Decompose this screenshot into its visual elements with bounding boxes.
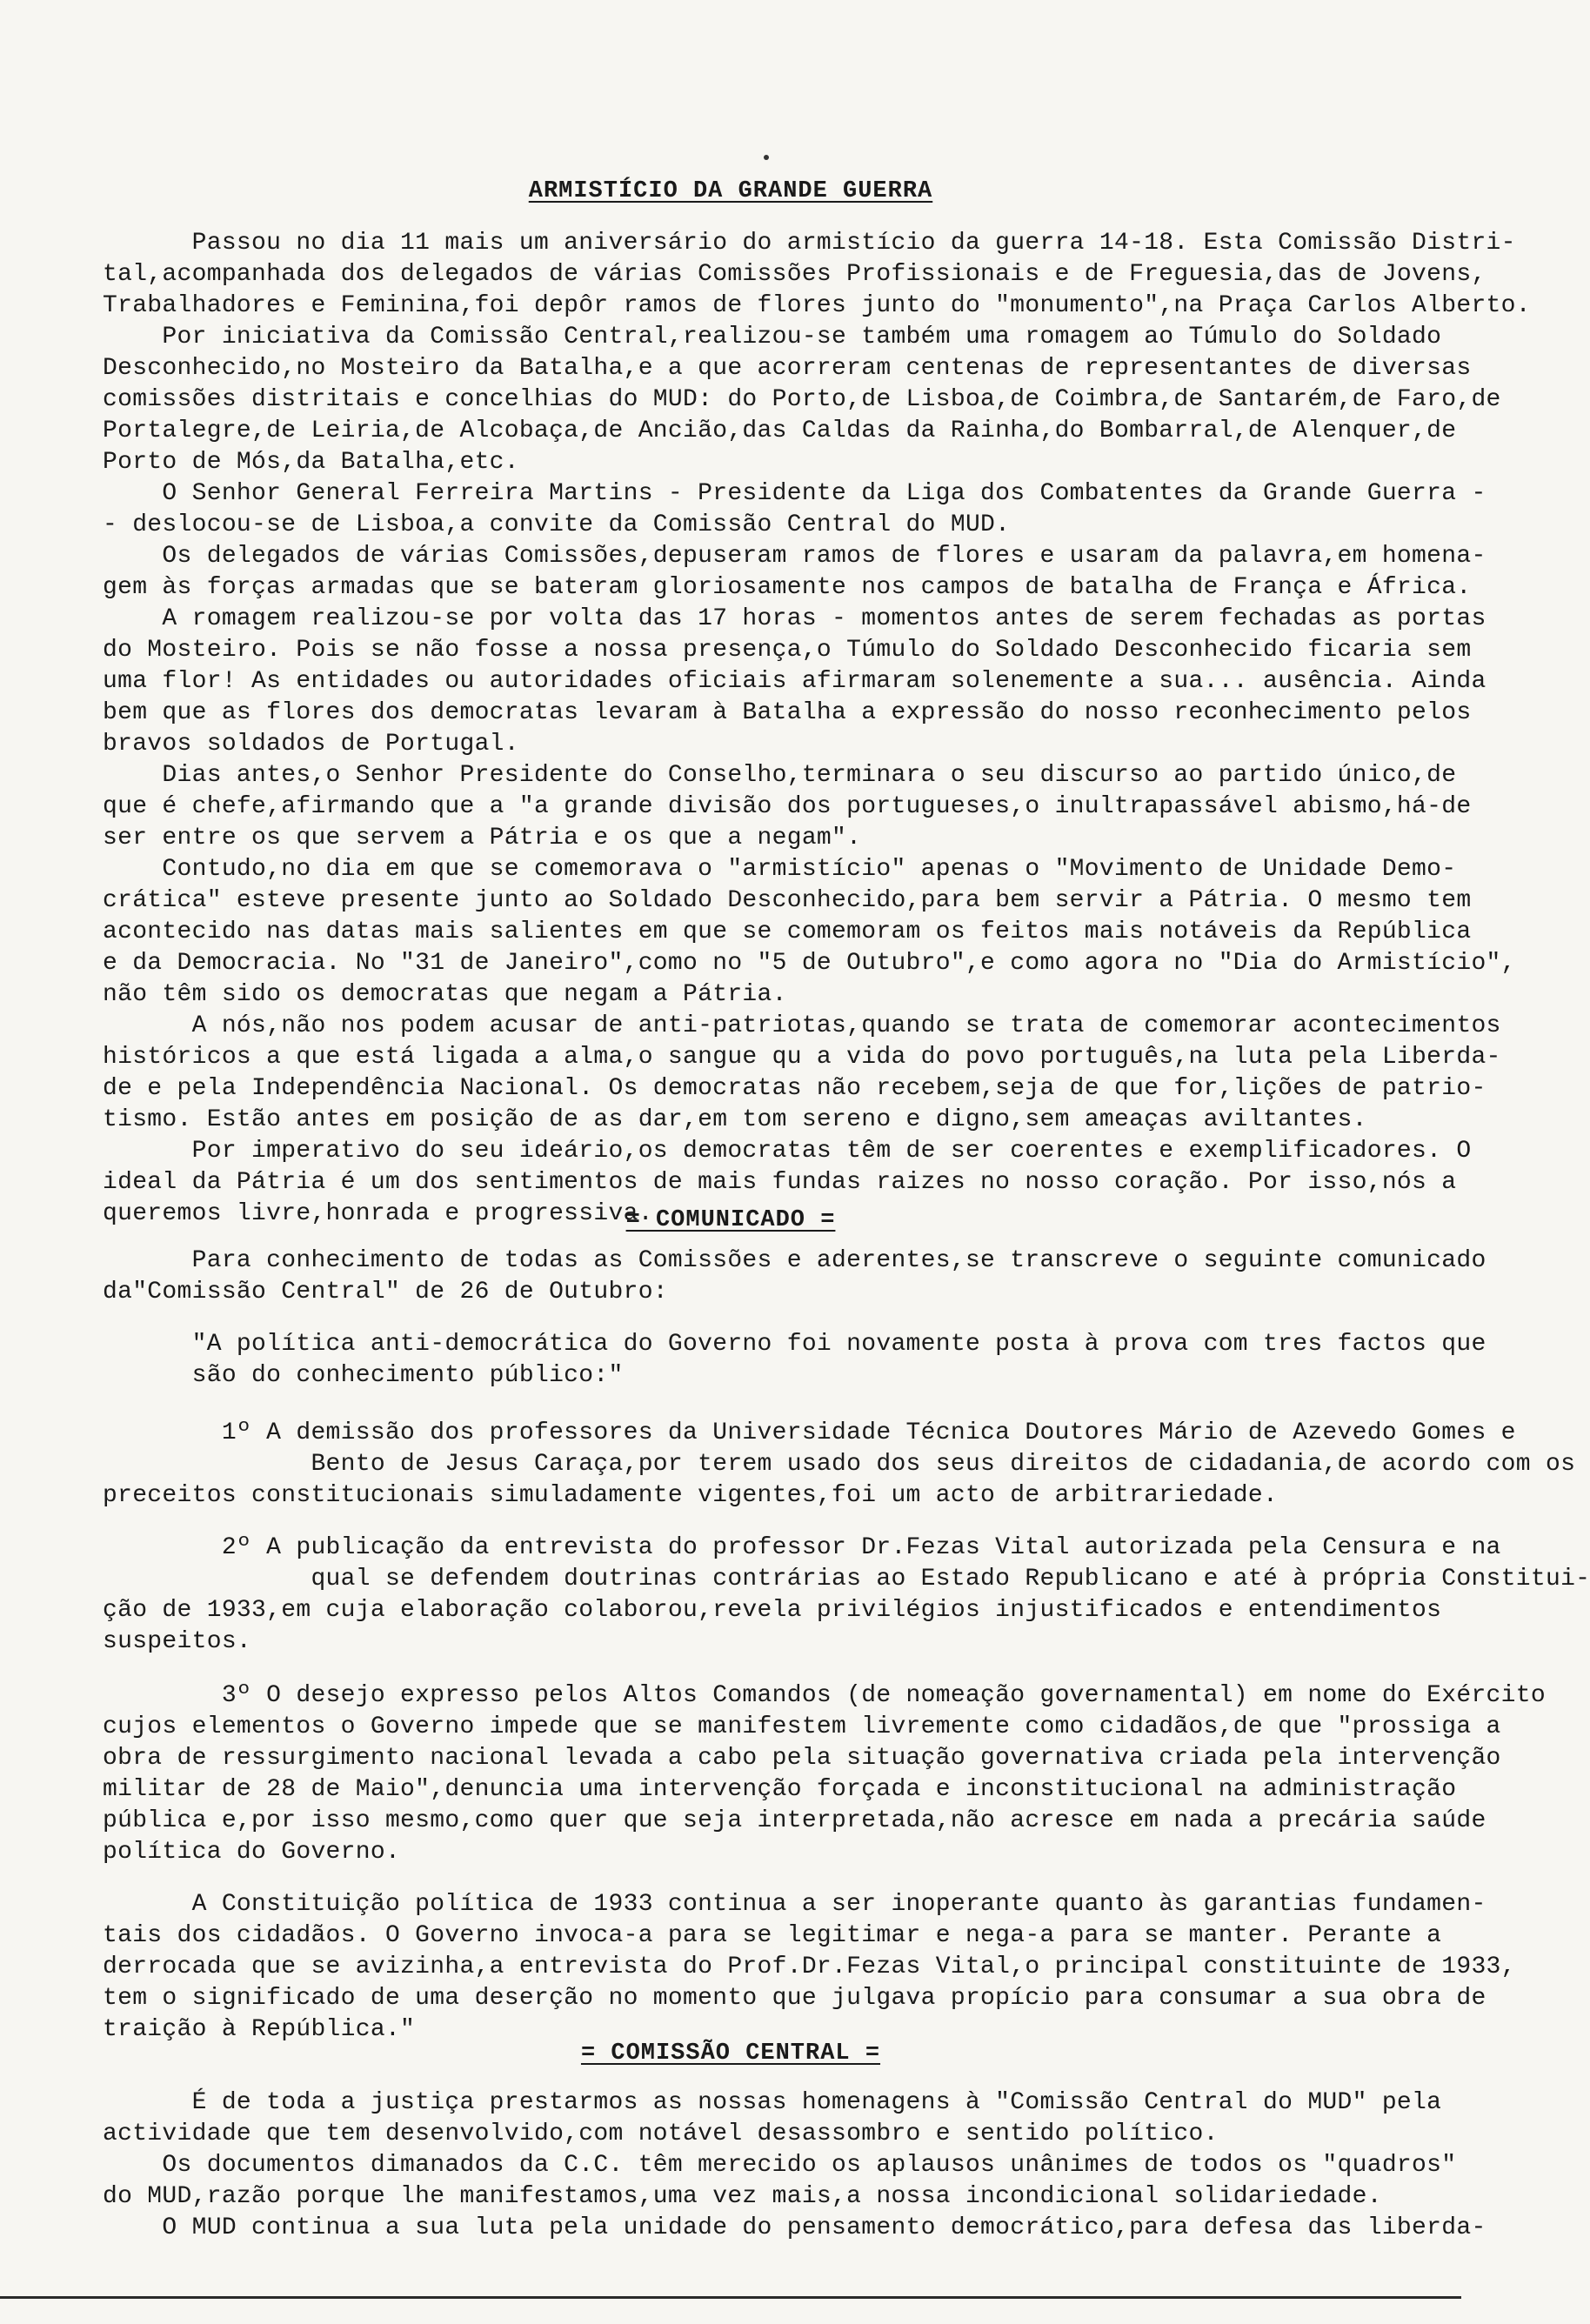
- text-line: Contudo,no dia em que se comemorava o "armistício" apenas o "Movimento de Unidade Demo-: [103, 856, 1457, 883]
- text-line: ideal da Pátria é um dos sentimentos de mais fundas raizes no nosso coração. Por isso,nós a: [103, 1169, 1457, 1196]
- text-line: Portalegre,de Leiria,de Alcobaça,de Ancião,das Caldas da Rainha,do Bombarral,de Alenquer,de: [103, 417, 1457, 444]
- text-line: históricos a que está ligada a alma,o sangue qu a vida do povo português,na luta pela Liberda-: [103, 1044, 1501, 1071]
- text-line: acontecido nas datas mais salientes em que se comemoram os feitos mais notáveis da República: [103, 918, 1472, 945]
- text-line: bravos soldados de Portugal.: [103, 731, 519, 758]
- text-line: preceitos constitucionais simuladamente vigentes,foi um acto de arbitrariedade.: [103, 1482, 1279, 1509]
- text-line: Passou no dia 11 mais um aniversário do armistício da guerra 14-18. Esta Comissão Distri-: [103, 230, 1516, 257]
- text-line: tem o significado de uma deserção no momento que julgava propício para consumar a sua obra de: [103, 1985, 1486, 2012]
- text-line: queremos livre,honrada e progressiva.: [103, 1200, 653, 1227]
- comunicado-item-1: [103, 1418, 1576, 1512]
- text-line: são do conhecimento público:": [103, 1362, 624, 1389]
- text-line: Trabalhadores e Feminina,foi depôr ramos de flores junto do "monumento",na Praça Carlos Alberto.: [103, 292, 1531, 319]
- text-line: não têm sido os democratas que negam a Pátria.: [103, 981, 787, 1008]
- text-line: 2º A publicação da entrevista do professor Dr.Fezas Vital autorizada pela Censura e na: [103, 1534, 1501, 1561]
- text-line: Bento de Jesus Caraça,por terem usado dos seus direitos de cidadania,de acordo com os: [103, 1451, 1576, 1478]
- section-title-comunicado: = COMUNICADO =: [625, 1207, 836, 1233]
- ink-speck: [764, 155, 769, 160]
- text-line: política do Governo.: [103, 1839, 401, 1866]
- text-line: da"Comissão Central" de 26 de Outubro:: [103, 1279, 668, 1306]
- text-line: Porto de Mós,da Batalha,etc.: [103, 449, 519, 476]
- text-line: uma flor! As entidades ou autoridades oficiais afirmaram solenemente a sua... ausência. Ainda: [103, 668, 1486, 695]
- text-line: 3º O desejo expresso pelos Altos Comandos (de nomeação governamental) em nome do Exército: [103, 1682, 1546, 1709]
- comunicado-quote: [103, 1329, 1486, 1392]
- text-line: A nós,não nos podem acusar de anti-patriotas,quando se trata de comemorar acontecimentos: [103, 1012, 1501, 1039]
- text-line: qual se defendem doutrinas contrárias ao Estado Republicano e até à própria Constitui-: [103, 1566, 1590, 1593]
- text-line: A romagem realizou-se por volta das 17 horas - momentos antes de serem fechadas as portas: [103, 605, 1486, 632]
- text-line: bem que as flores dos democratas levaram à Batalha a expressão do nosso reconhecimento pelos: [103, 699, 1472, 726]
- text-line: gem às forças armadas que se bateram gloriosamente nos campos de batalha de França e África.: [103, 574, 1472, 601]
- text-line: 1º A demissão dos professores da Universidade Técnica Doutores Mário de Azevedo Gomes e: [103, 1419, 1516, 1446]
- comissao-central-body: [103, 2087, 1486, 2244]
- page-edge-line: [0, 2296, 1461, 2299]
- text-line: Por imperativo do seu ideário,os democratas têm de ser coerentes e exemplificadores. O: [103, 1138, 1472, 1165]
- text-line: tal,acompanhada dos delegados de várias Comissões Profissionais e de Freguesia,das de Jovens,: [103, 261, 1486, 288]
- comunicado-intro: [103, 1245, 1486, 1308]
- text-line: comissões distritais e concelhias do MUD: do Porto,de Lisboa,de Coimbra,de Santarém,de Faro,de: [103, 386, 1501, 413]
- text-line: actividade que tem desenvolvido,com notável desassombro e sentido político.: [103, 2120, 1219, 2147]
- text-line: Desconhecido,no Mosteiro da Batalha,e a que acorreram centenas de representantes de diversas: [103, 355, 1472, 382]
- text-line: de e pela Independência Nacional. Os democratas não recebem,seja de que for,lições de patrio-: [103, 1075, 1486, 1102]
- comunicado-closing: [103, 1889, 1516, 2046]
- section-armisticio-body: [103, 228, 1531, 1230]
- text-line: "A política anti-democrática do Governo foi novamente posta à prova com tres factos que: [103, 1331, 1486, 1358]
- text-line: do MUD,razão porque lhe manifestamos,uma vez mais,a nossa incondicional solidariedade.: [103, 2183, 1382, 2210]
- text-line: e da Democracia. No "31 de Janeiro",como no "5 de Outubro",e como agora no "Dia do Armistício",: [103, 950, 1516, 977]
- text-line: - deslocou-se de Lisboa,a convite da Comissão Central do MUD.: [103, 511, 1011, 538]
- section-title-armisticio: ARMISTÍCIO DA GRANDE GUERRA: [528, 178, 933, 204]
- text-line: ção de 1933,em cuja elaboração colaborou,revela privilégios injustificados e entendimentos: [103, 1597, 1442, 1624]
- text-line: ser entre os que servem a Pátria e os que a negam".: [103, 825, 862, 851]
- text-line: O MUD continua a sua luta pela unidade do pensamento democrático,para defesa das liberda-: [103, 2214, 1486, 2241]
- text-line: traição à República.": [103, 2016, 416, 2043]
- text-line: obra de ressurgimento nacional levada a cabo pela situação governativa criada pela intervenção: [103, 1745, 1501, 1772]
- comunicado-item-3: [103, 1680, 1546, 1868]
- text-line: tais dos cidadãos. O Governo invoca-a para se legitimar e nega-a para se manter. Perante a: [103, 1922, 1442, 1949]
- text-line: que é chefe,afirmando que a "a grande divisão dos portugueses,o inultrapassável abismo,há-de: [103, 793, 1472, 820]
- text-line: suspeitos.: [103, 1628, 252, 1655]
- text-line: do Mosteiro. Pois se não fosse a nossa presença,o Túmulo do Soldado Desconhecido ficaria sem: [103, 637, 1472, 664]
- text-line: derrocada que se avizinha,a entrevista do Prof.Dr.Fezas Vital,o principal constituinte de 1933,: [103, 1953, 1516, 1980]
- text-line: A Constituição política de 1933 continua a ser inoperante quanto às garantias fundamen-: [103, 1891, 1486, 1918]
- text-line: militar de 28 de Maio",denuncia uma intervenção forçada e inconstitucional na administração: [103, 1776, 1457, 1803]
- text-line: Por iniciativa da Comissão Central,realizou-se também uma romagem ao Túmulo do Soldado: [103, 324, 1442, 351]
- text-line: É de toda a justiça prestarmos as nossas homenagens à "Comissão Central do MUD" pela: [103, 2089, 1442, 2116]
- text-line: tismo. Estão antes em posição de as dar,em tom sereno e digno,sem ameaças aviltantes.: [103, 1106, 1367, 1133]
- text-line: Os delegados de várias Comissões,depuseram ramos de flores e usaram da palavra,em homena-: [103, 543, 1486, 570]
- text-line: O Senhor General Ferreira Martins - Presidente da Liga dos Combatentes da Grande Guerra -: [103, 480, 1486, 507]
- text-line: cujos elementos o Governo impede que se manifestem livremente como cidadãos,de que "prossiga a: [103, 1713, 1501, 1740]
- section-title-comissao-central: = COMISSÃO CENTRAL =: [580, 2040, 881, 2067]
- text-line: Para conhecimento de todas as Comissões e aderentes,se transcreve o seguinte comunicado: [103, 1247, 1486, 1274]
- comunicado-item-2: [103, 1533, 1590, 1658]
- text-line: Dias antes,o Senhor Presidente do Conselho,terminara o seu discurso ao partido único,de: [103, 762, 1457, 789]
- text-line: crática" esteve presente junto ao Soldado Desconhecido,para bem servir a Pátria. O mesmo tem: [103, 887, 1472, 914]
- text-line: pública e,por isso mesmo,como quer que seja interpretada,não acresce em nada a precária saúde: [103, 1807, 1486, 1834]
- text-line: Os documentos dimanados da C.C. têm merecido os aplausos unânimes de todos os "quadros": [103, 2152, 1457, 2179]
